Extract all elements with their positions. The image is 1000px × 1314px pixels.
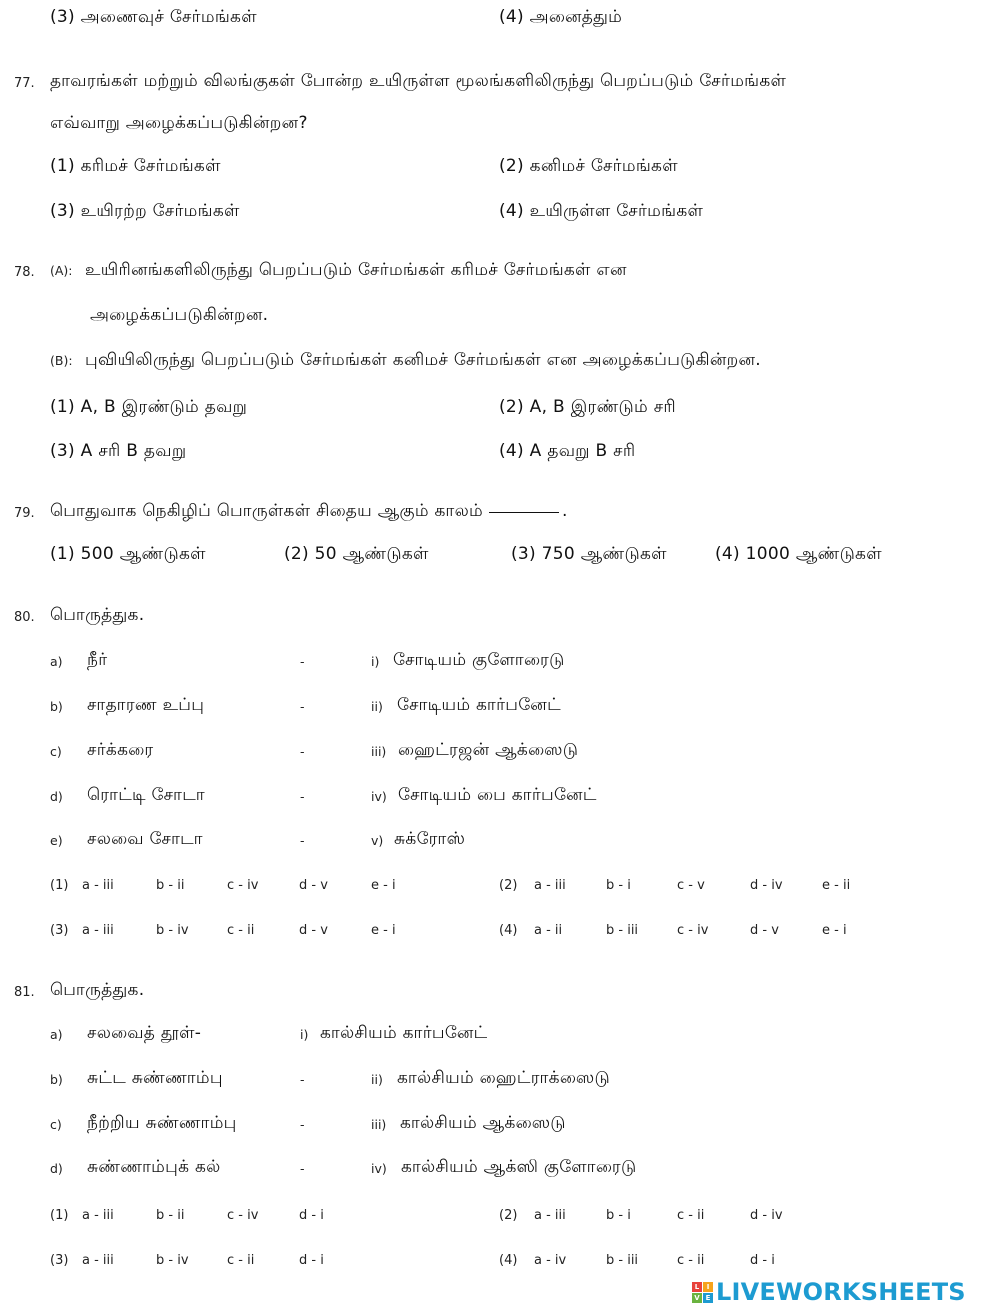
q81-row-left: சலவைத் தூள்- xyxy=(87,1023,202,1043)
q81-row-letter: c) xyxy=(50,1117,62,1132)
q81-row-letter: a) xyxy=(50,1027,63,1042)
q80-row-roman: iii) xyxy=(371,744,387,759)
q80-row-roman: i) xyxy=(371,654,380,669)
q77-option-3[interactable]: (3) உயிரற்ற சேர்மங்கள் xyxy=(50,201,240,221)
q77-option-4[interactable]: (4) உயிருள்ள சேர்மங்கள் xyxy=(499,201,704,221)
q77-number: 77. xyxy=(14,76,35,91)
q80-answer-option-3[interactable]: (3) a - iii b - iv c - ii d - v e - i xyxy=(50,923,396,938)
q78-statement-b: புவியிலிருந்து பெறப்படும் சேர்மங்கள் கனிமச் சேர்மங்கள் என அழைக்கப்படுகின்றன. xyxy=(85,350,761,370)
q80-row-right: சுக்ரோஸ் xyxy=(394,829,466,849)
q80-row-letter: b) xyxy=(50,699,63,714)
q80-row-right: சோடியம் கார்பனேட் xyxy=(397,695,561,715)
q77-option-1[interactable]: (1) கரிமச் சேர்மங்கள் xyxy=(50,156,221,176)
q81-row-roman: i) xyxy=(300,1027,309,1042)
q81-row-roman: ii) xyxy=(371,1072,383,1087)
q76-option-4[interactable]: (4) அனைத்தும் xyxy=(499,7,623,27)
q78-statement-b-label: (B): xyxy=(50,353,73,368)
q76-option-3[interactable]: (3) அணைவுச் சேர்மங்கள் xyxy=(50,7,257,27)
q81-row-roman: iv) xyxy=(371,1161,387,1176)
q80-row-left: சலவை சோடா xyxy=(87,829,203,849)
q80-row-roman: iv) xyxy=(371,789,387,804)
q81-answer-option-1[interactable]: (1) a - iii b - ii c - iv d - i xyxy=(50,1208,324,1223)
q81-row-left: சுண்ணாம்புக் கல் xyxy=(87,1157,221,1177)
q80-answer-option-2[interactable]: (2) a - iii b - i c - v d - iv e - ii xyxy=(499,878,851,893)
q81-row-roman: iii) xyxy=(371,1117,387,1132)
q79-option-2[interactable]: (2) 50 ஆண்டுகள் xyxy=(284,544,429,564)
q79-number: 79. xyxy=(14,506,35,521)
q81-row-letter: d) xyxy=(50,1161,63,1176)
q81-row-left: நீற்றிய சுண்ணாம்பு xyxy=(87,1113,237,1133)
q78-option-2[interactable]: (2) A, B இரண்டும் சரி xyxy=(499,397,676,417)
liveworksheets-logo xyxy=(692,1278,966,1306)
q80-row-dash: - xyxy=(300,654,305,669)
q81-row-right: கால்சியம் கார்பனேட் xyxy=(320,1023,488,1043)
q80-row-dash: - xyxy=(300,833,305,848)
q78-option-1[interactable]: (1) A, B இரண்டும் தவறு xyxy=(50,397,248,417)
q80-row-right: சோடியம் குளோரைடு xyxy=(393,650,565,670)
q80-row-dash: - xyxy=(300,744,305,759)
q80-row-dash: - xyxy=(300,699,305,714)
q78-statement-a-line2: அழைக்கப்படுகின்றன. xyxy=(90,305,269,325)
q78-option-3[interactable]: (3) A சரி B தவறு xyxy=(50,441,187,461)
liveworksheets-logo-text: LIVEWORKSHEETS xyxy=(716,1278,966,1306)
q78-statement-a-line1: உயிரினங்களிலிருந்து பெறப்படும் சேர்மங்கள் கரிமச் சேர்மங்கள் என xyxy=(85,260,627,280)
q81-row-dash: - xyxy=(300,1072,305,1087)
q80-answer-option-4[interactable]: (4) a - ii b - iii c - iv d - v e - i xyxy=(499,923,847,938)
q80-row-roman: ii) xyxy=(371,699,383,714)
q80-row-roman: v) xyxy=(371,833,384,848)
q80-row-dash: - xyxy=(300,789,305,804)
q80-row-letter: c) xyxy=(50,744,62,759)
q79-option-3[interactable]: (3) 750 ஆண்டுகள் xyxy=(511,544,667,564)
q81-number: 81. xyxy=(14,985,35,1000)
q81-row-right: கால்சியம் ஹைட்ராக்ஸைடு xyxy=(397,1068,610,1088)
q81-row-letter: b) xyxy=(50,1072,63,1087)
q80-row-letter: d) xyxy=(50,789,63,804)
q80-title: பொருத்துக. xyxy=(50,605,145,625)
q79-text: பொதுவாக நெகிழிப் பொருள்கள் சிதைய ஆகும் காலம் xyxy=(50,501,483,521)
q79-option-4[interactable]: (4) 1000 ஆண்டுகள் xyxy=(715,544,882,564)
q80-row-right: ஹைட்ரஜன் ஆக்ஸைடு xyxy=(398,740,579,760)
q77-option-2[interactable]: (2) கனிமச் சேர்மங்கள் xyxy=(499,156,678,176)
q77-text-line1: தாவரங்கள் மற்றும் விலங்குகள் போன்ற உயிருள்ள மூலங்களிலிருந்து பெறப்படும் சேர்மங்கள் xyxy=(50,71,787,91)
q77-text-line2: எவ்வாறு அழைக்கப்படுகின்றன? xyxy=(50,113,308,133)
q79-option-1[interactable]: (1) 500 ஆண்டுகள் xyxy=(50,544,206,564)
q81-answer-option-4[interactable]: (4) a - iv b - iii c - ii d - i xyxy=(499,1253,775,1268)
q80-row-left: ரொட்டி சோடா xyxy=(87,785,205,805)
q80-row-letter: a) xyxy=(50,654,63,669)
q80-answer-option-1[interactable]: (1) a - iii b - ii c - iv d - v e - i xyxy=(50,878,396,893)
q81-row-right: கால்சியம் ஆக்ஸைடு xyxy=(400,1113,566,1133)
q81-row-dash: - xyxy=(300,1161,305,1176)
q81-answer-option-3[interactable]: (3) a - iii b - iv c - ii d - i xyxy=(50,1253,324,1268)
q78-option-4[interactable]: (4) A தவறு B சரி xyxy=(499,441,636,461)
q80-number: 80. xyxy=(14,610,35,625)
q79-blank[interactable] xyxy=(489,512,559,513)
q81-answer-option-2[interactable]: (2) a - iii b - i c - ii d - iv xyxy=(499,1208,783,1223)
q79-end: . xyxy=(561,501,568,521)
liveworksheets-logo-icon: L I V E xyxy=(692,1282,713,1303)
q78-number: 78. xyxy=(14,265,35,280)
q81-row-dash: - xyxy=(300,1117,305,1132)
q81-row-left: சுட்ட சுண்ணாம்பு xyxy=(87,1068,223,1088)
q80-row-left: நீர் xyxy=(87,650,108,670)
q81-row-right: கால்சியம் ஆக்ஸி குளோரைடு xyxy=(401,1157,637,1177)
q79-question xyxy=(50,503,568,520)
q80-row-left: சர்க்கரை xyxy=(87,740,154,760)
q78-statement-a-label: (A): xyxy=(50,263,73,278)
q81-title: பொருத்துக. xyxy=(50,980,145,1000)
q80-row-left: சாதாரண உப்பு xyxy=(87,695,205,715)
q80-row-right: சோடியம் பை கார்பனேட் xyxy=(398,785,597,805)
q80-row-letter: e) xyxy=(50,833,63,848)
